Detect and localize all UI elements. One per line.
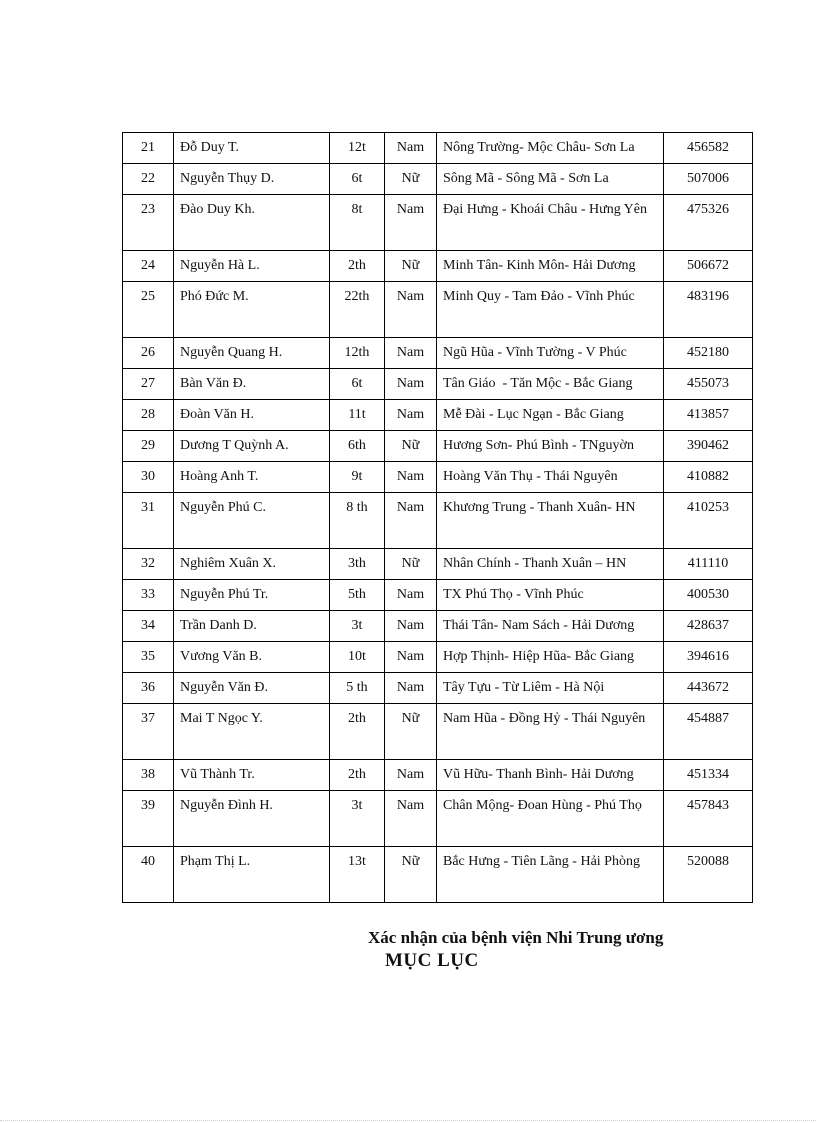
patient-address: TX Phú Thọ - Vĩnh Phúc — [437, 580, 664, 611]
patient-address: Nam Hũa - Đồng Hỷ - Thái Nguyên — [437, 704, 664, 760]
patient-id: 456582 — [664, 133, 753, 164]
patient-id: 390462 — [664, 431, 753, 462]
patient-name: Trần Danh D. — [174, 611, 330, 642]
patient-sex: Nam — [385, 462, 437, 493]
patient-address: Đại Hưng - Khoái Châu - Hưng Yên — [437, 195, 664, 251]
patient-sex: Nam — [385, 195, 437, 251]
row-number: 33 — [123, 580, 174, 611]
row-number: 39 — [123, 791, 174, 847]
patient-address: Tân Giáo - Tăn Mộc - Bắc Giang — [437, 369, 664, 400]
table-row — [123, 251, 753, 282]
table-row — [123, 611, 753, 642]
patient-address: Khương Trung - Thanh Xuân- HN — [437, 493, 664, 549]
patient-name: Vũ Thành Tr. — [174, 760, 330, 791]
patient-age: 12t — [330, 133, 385, 164]
row-number: 27 — [123, 369, 174, 400]
patient-age: 6t — [330, 164, 385, 195]
patient-id: 410882 — [664, 462, 753, 493]
patient-sex: Nam — [385, 760, 437, 791]
patient-name: Hoàng Anh T. — [174, 462, 330, 493]
row-number: 24 — [123, 251, 174, 282]
patient-id: 443672 — [664, 673, 753, 704]
patient-id: 455073 — [664, 369, 753, 400]
patient-address: Minh Tân- Kinh Môn- Hải Dương — [437, 251, 664, 282]
patient-name: Phó Đức M. — [174, 282, 330, 338]
patient-name: Nghiêm Xuân X. — [174, 549, 330, 580]
patient-age: 12th — [330, 338, 385, 369]
patient-age: 5 th — [330, 673, 385, 704]
patient-name: Đào Duy Kh. — [174, 195, 330, 251]
patient-age: 9t — [330, 462, 385, 493]
patient-sex: Nữ — [385, 164, 437, 195]
row-number: 26 — [123, 338, 174, 369]
patient-address: Bắc Hưng - Tiên Lãng - Hải Phòng — [437, 847, 664, 903]
patient-name: Nguyễn Hà L. — [174, 251, 330, 282]
patient-name: Dương T Quỳnh A. — [174, 431, 330, 462]
patient-name: Nguyễn Văn Đ. — [174, 673, 330, 704]
page-bottom-edge — [0, 1120, 816, 1121]
patient-age: 3t — [330, 611, 385, 642]
patient-id: 507006 — [664, 164, 753, 195]
patient-address: Thái Tân- Nam Sách - Hải Dương — [437, 611, 664, 642]
table-row — [123, 847, 753, 903]
patient-table-body — [123, 133, 753, 903]
patient-sex: Nam — [385, 580, 437, 611]
patient-sex: Nam — [385, 369, 437, 400]
patient-age: 10t — [330, 642, 385, 673]
patient-age: 2th — [330, 704, 385, 760]
patient-sex: Nam — [385, 338, 437, 369]
patient-address: Sông Mã - Sông Mã - Sơn La — [437, 164, 664, 195]
patient-age: 8t — [330, 195, 385, 251]
table-row — [123, 580, 753, 611]
patient-name: Nguyễn Phú C. — [174, 493, 330, 549]
row-number: 36 — [123, 673, 174, 704]
patient-age: 13t — [330, 847, 385, 903]
patient-age: 2th — [330, 760, 385, 791]
patient-address: Nhân Chính - Thanh Xuân – HN — [437, 549, 664, 580]
patient-address: Minh Quy - Tam Đảo - Vĩnh Phúc — [437, 282, 664, 338]
patient-sex: Nữ — [385, 431, 437, 462]
row-number: 25 — [123, 282, 174, 338]
table-row — [123, 791, 753, 847]
patient-name: Nguyễn Quang H. — [174, 338, 330, 369]
row-number: 32 — [123, 549, 174, 580]
patient-id: 394616 — [664, 642, 753, 673]
table-row — [123, 133, 753, 164]
patient-sex: Nữ — [385, 251, 437, 282]
patient-id: 451334 — [664, 760, 753, 791]
patient-address: Mễ Đài - Lục Ngạn - Bắc Giang — [437, 400, 664, 431]
patient-sex: Nam — [385, 673, 437, 704]
patient-name: Phạm Thị L. — [174, 847, 330, 903]
patient-id: 452180 — [664, 338, 753, 369]
row-number: 35 — [123, 642, 174, 673]
table-row — [123, 338, 753, 369]
patient-name: Mai T Ngọc Y. — [174, 704, 330, 760]
row-number: 40 — [123, 847, 174, 903]
table-row — [123, 282, 753, 338]
patient-sex: Nữ — [385, 847, 437, 903]
patient-age: 5th — [330, 580, 385, 611]
patient-name: Bàn Văn Đ. — [174, 369, 330, 400]
patient-id: 457843 — [664, 791, 753, 847]
patient-age: 11t — [330, 400, 385, 431]
patient-address: Chân Mộng- Đoan Hùng - Phú Thọ — [437, 791, 664, 847]
patient-name: Vương Văn B. — [174, 642, 330, 673]
patient-age: 22th — [330, 282, 385, 338]
patient-id: 428637 — [664, 611, 753, 642]
patient-id: 400530 — [664, 580, 753, 611]
row-number: 21 — [123, 133, 174, 164]
patient-address: Hợp Thịnh- Hiệp Hũa- Bắc Giang — [437, 642, 664, 673]
row-number: 28 — [123, 400, 174, 431]
table-row — [123, 642, 753, 673]
patient-id: 454887 — [664, 704, 753, 760]
patient-sex: Nam — [385, 282, 437, 338]
patient-sex: Nam — [385, 400, 437, 431]
table-row — [123, 760, 753, 791]
patient-id: 410253 — [664, 493, 753, 549]
patient-age: 6t — [330, 369, 385, 400]
patient-id: 411110 — [664, 549, 753, 580]
hospital-confirmation-text: Xác nhận của bệnh viện Nhi Trung ương — [368, 928, 664, 947]
patient-address: Nông Trường- Mộc Châu- Sơn La — [437, 133, 664, 164]
patient-age: 2th — [330, 251, 385, 282]
patient-age: 3th — [330, 549, 385, 580]
patient-age: 8 th — [330, 493, 385, 549]
patient-id: 475326 — [664, 195, 753, 251]
row-number: 30 — [123, 462, 174, 493]
table-row — [123, 462, 753, 493]
row-number: 38 — [123, 760, 174, 791]
table-row — [123, 704, 753, 760]
patient-sex: Nữ — [385, 549, 437, 580]
patient-age: 3t — [330, 791, 385, 847]
row-number: 29 — [123, 431, 174, 462]
patient-address: Vũ Hữu- Thanh Bình- Hải Dương — [437, 760, 664, 791]
patient-name: Nguyễn Phú Tr. — [174, 580, 330, 611]
patient-sex: Nam — [385, 642, 437, 673]
patient-sex: Nữ — [385, 704, 437, 760]
row-number: 31 — [123, 493, 174, 549]
patient-id: 520088 — [664, 847, 753, 903]
patient-id: 483196 — [664, 282, 753, 338]
table-row — [123, 431, 753, 462]
patient-name: Đoàn Văn H. — [174, 400, 330, 431]
table-row — [123, 400, 753, 431]
patient-address: Ngũ Hũa - Vĩnh Tường - V Phúc — [437, 338, 664, 369]
row-number: 23 — [123, 195, 174, 251]
row-number: 34 — [123, 611, 174, 642]
patient-address: Hương Sơn- Phú Bình - TNguyờn — [437, 431, 664, 462]
patient-address: Tây Tựu - Từ Liêm - Hà Nội — [437, 673, 664, 704]
patient-sex: Nam — [385, 493, 437, 549]
patient-age: 6th — [330, 431, 385, 462]
patient-address: Hoàng Văn Thụ - Thái Nguyên — [437, 462, 664, 493]
table-row — [123, 493, 753, 549]
patient-name: Đỗ Duy T. — [174, 133, 330, 164]
patient-sex: Nam — [385, 791, 437, 847]
table-of-contents-heading: MỤC LỤC — [385, 950, 479, 971]
patient-table — [122, 132, 753, 903]
row-number: 37 — [123, 704, 174, 760]
patient-sex: Nam — [385, 611, 437, 642]
patient-sex: Nam — [385, 133, 437, 164]
patient-name: Nguyễn Thụy D. — [174, 164, 330, 195]
table-row — [123, 164, 753, 195]
table-row — [123, 195, 753, 251]
row-number: 22 — [123, 164, 174, 195]
table-row — [123, 549, 753, 580]
patient-name: Nguyễn Đình H. — [174, 791, 330, 847]
table-row — [123, 673, 753, 704]
patient-id: 413857 — [664, 400, 753, 431]
patient-id: 506672 — [664, 251, 753, 282]
table-row — [123, 369, 753, 400]
